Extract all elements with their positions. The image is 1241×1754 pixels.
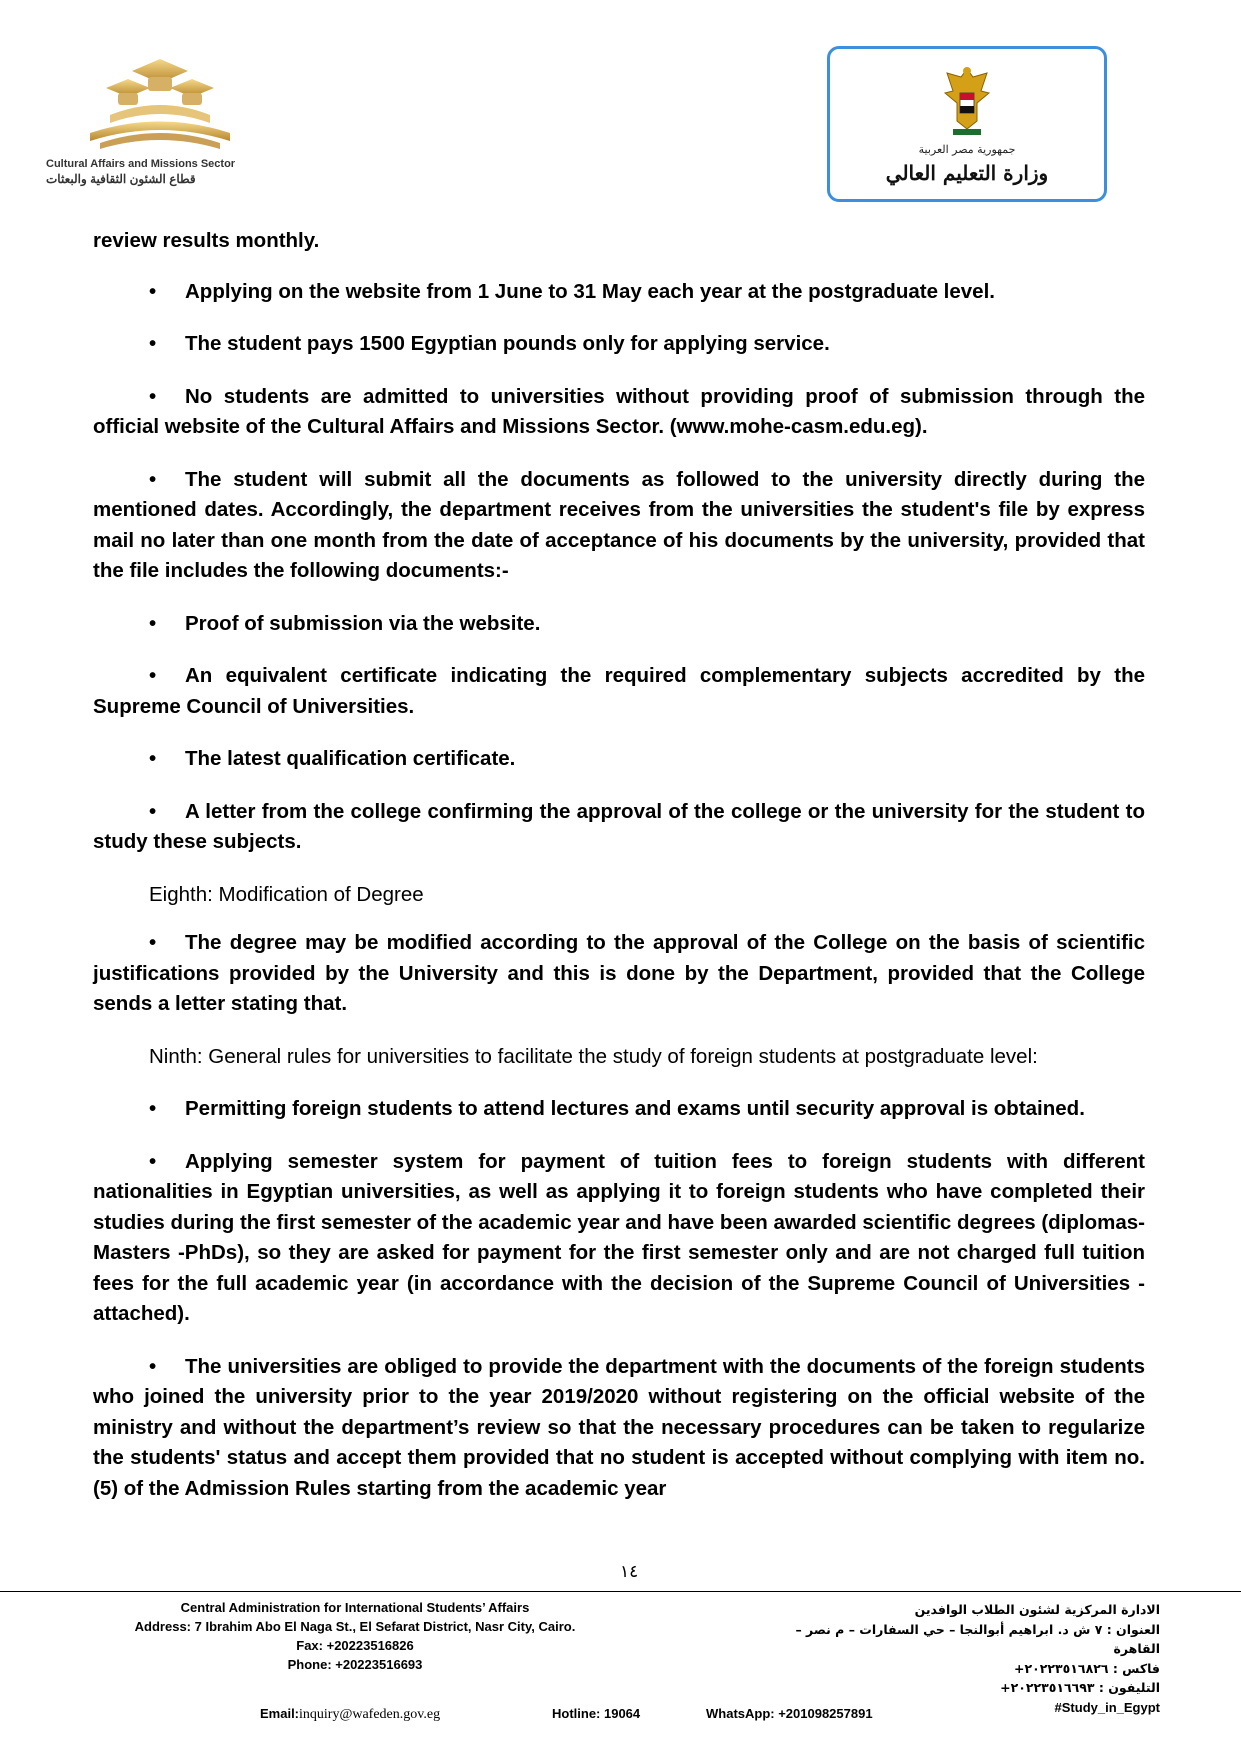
list-item-text: The universities are obliged to provide the department with the documents of the foreign students who joined the university prior to the year 2019/2020 without registering on the official website of the ministry and without the department’s review so that the necessary procedures can be taken to regularize the students' status and accept them provided that no student is accepted without complying with item no. (5) of the Admission Rules starting from the academic year	[93, 1354, 1145, 1500]
ministry-seal-box	[827, 46, 1107, 202]
list-item	[93, 465, 1145, 587]
bullet-icon: •	[149, 279, 157, 303]
email-link[interactable]: inquiry@wafeden.gov.eg	[299, 1707, 441, 1722]
footer-hashtag: #Study_in_Egypt	[1054, 1699, 1160, 1715]
list-item-text: Applying semester system for payment of tuition fees to foreign students with different nationalities in Egyptian universities, as well as applying it to foreign students who have completed their studies during the first semester of the academic year and have been awarded scientific degrees (diplomas- Masters -PhDs), so they are asked for payment for the first semester only and are not charged full tuition fees for the full academic year (in accordance with the decision of the Supreme Council of Universities - attached).	[93, 1149, 1145, 1325]
bullet-icon: •	[149, 664, 157, 687]
footer-address-ar: العنوان : ٧ ش د. ابراهيم أبوالنجا – حي السفارات – م نصر – القاهرة	[795, 1621, 1160, 1656]
footer-contact-en	[95, 1598, 615, 1674]
footer-fax-en: Fax: +20223516826	[296, 1638, 414, 1653]
list-item	[93, 329, 1145, 360]
list-item-text: A letter from the college confirming the approval of the college or the university for the student to study these subjects.	[93, 799, 1145, 853]
bullet-icon: •	[149, 467, 157, 491]
bullet-icon: •	[149, 747, 157, 770]
graduation-caps-logo-icon	[80, 55, 240, 155]
footer-title-en: Central Administration for International Students’ Affairs	[180, 1600, 530, 1615]
bullet-icon: •	[149, 384, 157, 408]
list-item	[93, 797, 1145, 858]
list-item	[93, 661, 1145, 722]
footer-address-en: Address: 7 Ibrahim Abo El Naga St., El Sefarat District, Nasr City, Cairo.	[134, 1619, 576, 1634]
paragraph-continuation: review results monthly.	[93, 229, 320, 252]
seal-caption-main: وزارة التعليم العالي	[885, 161, 1049, 185]
list-item-text: The degree may be modified according to the approval of the College on the basis of scientific justifications provided by the University and this is done by the Department, provided that the College sends a letter stating that.	[93, 931, 1145, 1015]
footer-email	[260, 1706, 440, 1723]
section-heading: Ninth: General rules for universities to facilitate the study of foreign students at postgraduate level:	[149, 1044, 1038, 1068]
list-item-text: The student will submit all the documents as followed to the university directly during the mentioned dates. Accordingly, the department receives from the universities the student's file by express mail no later than one month from the date of acceptance of his documents by the university, provided that the file includes the following documents:-	[93, 467, 1145, 582]
logo-caption-en: Cultural Affairs and Missions Sector	[46, 158, 236, 170]
cultural-affairs-logo	[40, 55, 280, 190]
bullet-icon: •	[149, 332, 157, 355]
list-item-text: Proof of submission via the website.	[185, 611, 541, 635]
eagle-emblem-icon	[943, 63, 991, 139]
bullet-icon: •	[149, 799, 157, 823]
list-item	[93, 277, 1145, 308]
bullet-icon: •	[149, 931, 157, 954]
page-number: ١٤	[620, 1562, 639, 1582]
list-item-text: The student pays 1500 Egyptian pounds only for applying service.	[185, 332, 830, 355]
list-item	[93, 928, 1145, 1020]
section-heading: Eighth: Modification of Degree	[149, 882, 424, 906]
footer-hotline: Hotline: 19064	[552, 1706, 641, 1721]
footer-divider	[0, 1591, 1241, 1592]
bullet-icon: •	[149, 611, 157, 635]
page-header	[0, 0, 1241, 215]
list-item	[93, 744, 1145, 775]
footer-whatsapp: WhatsApp: +201098257891	[706, 1706, 873, 1721]
bullet-icon: •	[149, 1149, 157, 1173]
list-item-text: An equivalent certificate indicating the required complementary subjects accredited by the Supreme Council of Universities.	[93, 664, 1145, 718]
footer-phone-en: Phone: +20223516693	[287, 1657, 423, 1672]
list-item-text: Permitting foreign students to attend lectures and exams until security approval is obtained.	[185, 1097, 1085, 1120]
document-body	[93, 226, 1145, 1526]
list-item	[93, 1147, 1145, 1330]
list-item	[93, 1352, 1145, 1505]
footer-phone-ar: التليفون : ٢٠٢٢٣٥١٦٦٩٣+	[1000, 1680, 1160, 1695]
footer-title-ar: الادارة المركزية لشئون الطلاب الوافدين	[914, 1602, 1160, 1617]
footer-fax-ar: فاكس : ٢٠٢٢٣٥١٦٨٢٦+	[1014, 1660, 1160, 1676]
list-item	[93, 1094, 1145, 1125]
logo-caption-ar: قطاع الشئون الثقافية والبعثات	[46, 172, 196, 186]
bullet-icon: •	[149, 1354, 157, 1378]
list-item-text: The latest qualification certificate.	[185, 747, 516, 770]
list-item	[93, 609, 1145, 640]
footer-contact-ar	[760, 1600, 1160, 1717]
list-item	[93, 382, 1145, 443]
bullet-icon: •	[149, 1097, 157, 1120]
seal-caption-top: جمهورية مصر العربية	[918, 143, 1016, 156]
list-item-text: No students are admitted to universities without providing proof of submission through the official website of the Cultural Affairs and Missions Sector. (www.mohe-casm.edu.eg).	[93, 384, 1145, 438]
list-item-text: Applying on the website from 1 June to 31 May each year at the postgraduate level.	[185, 279, 995, 303]
email-label: Email:	[260, 1706, 300, 1721]
